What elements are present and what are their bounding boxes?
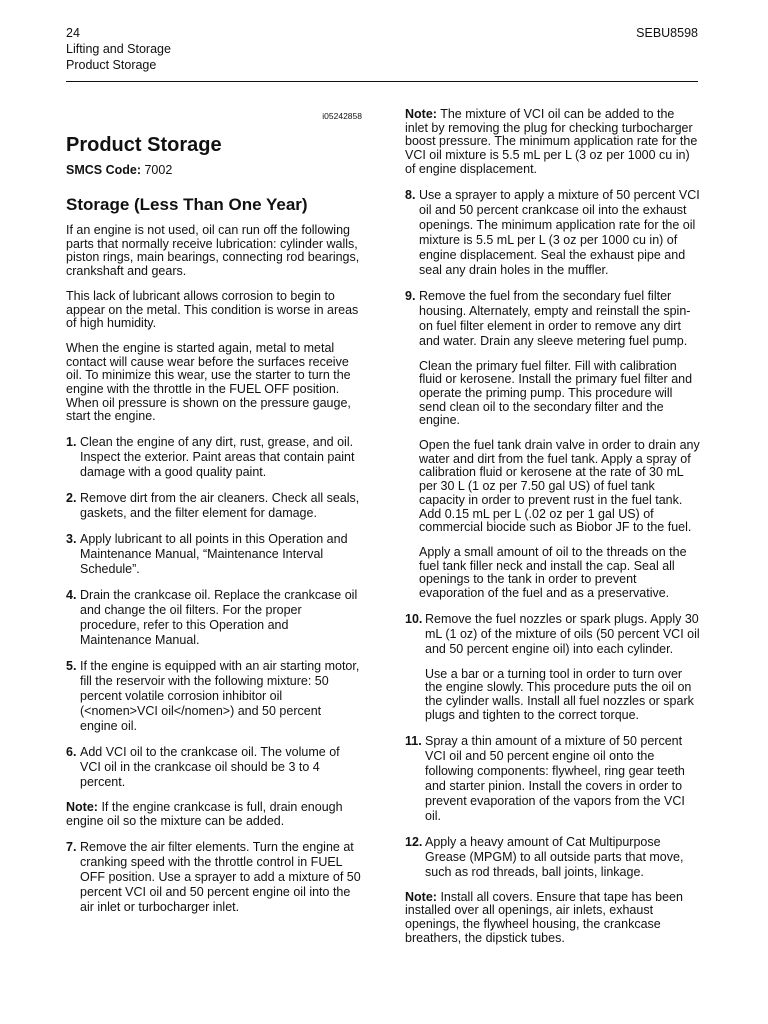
step-text: Use a sprayer to apply a mixture of 50 percent VCI oil and 50 percent crankcase oil into the exhaust openings. The minimum application rate for the oil mixture is 5.5 mL per L (3 oz per 1000 cu in) of engine displacement. Seal the exhaust pipe and seal any drain holes in the muffler. [419, 187, 700, 277]
step-3 [66, 532, 362, 577]
step-number: 12. [405, 834, 423, 849]
paragraph: Clean the primary fuel filter. Fill with calibration fluid or kerosene. Install the primary fuel filter and operate the priming pump. This procedure will send clean oil to the secondary filter and the engine. [419, 358, 693, 428]
step-1 [66, 435, 362, 480]
paragraph: Use a bar or a turning tool in order to turn over the engine slowly. This procedure puts the oil on the cylinder walls. Install all fuel nozzles or spark plugs and tighten to the correct torque. [425, 666, 694, 722]
note [66, 801, 362, 828]
smcs-code [66, 163, 362, 177]
step-number: 5. [66, 659, 77, 674]
step-number: 9. [405, 288, 416, 303]
smcs-value: 7002 [144, 163, 173, 177]
note-text: If the engine crankcase is full, drain enough engine oil so the mixture can be added. [66, 800, 343, 828]
step-number: 8. [405, 187, 416, 202]
note-label: Note: [66, 800, 98, 815]
page-number: 24 [66, 26, 80, 40]
paragraph: Open the fuel tank drain valve in order to drain any water and dirt from the fuel tank. Apply a spray of calibration fluid or kerosene at the rate of 30 mL per 30 L (1 oz per 7.50 gal US) of fuel tank capacity in order to prevent rust in the fuel tank. Add 0.15 mL per L (.02 oz per 1 gal US) of commercial biocide such as Biobor JF to the fuel. [419, 438, 700, 535]
step-11 [405, 734, 700, 824]
note-text: The mixture of VCI oil can be added to the inlet by removing the plug for checking turbocharger boost pressure. The minimum application rate for the VCI oil mixture is 5.5 mL per L (3 oz per 1000 cu in) of engine displacement. [405, 107, 698, 176]
paragraph: This lack of lubricant allows corrosion to begin to appear on the metal. This condition is worse in areas of high humidity. [66, 288, 359, 331]
step-number: 11. [405, 733, 422, 748]
step-text: Remove the air filter elements. Turn the engine at cranking speed with the throttle control in FUEL OFF position. Use a sprayer to add a mixture of 50 percent VCI oil and 50 percent engine oil into the air inlet or turbocharger inlet. [80, 839, 361, 914]
step-number: 10. [405, 611, 423, 626]
step-6 [66, 745, 362, 790]
paragraph: If an engine is not used, oil can run off the following parts that normally receive lubrication: cylinder walls, piston rings, main bearings, connecting rod bearings, crankshaft and gears. [66, 223, 360, 279]
note [405, 108, 700, 177]
left-column [66, 108, 362, 915]
step-number: 6. [66, 745, 77, 760]
step-8 [405, 188, 700, 278]
note-text: Install all covers. Ensure that tape has been installed over all openings, air inlets, exhaust openings, the flywheel housing, the crankcase breathers, the dipstick tubes. [405, 889, 683, 945]
step-number: 2. [66, 491, 77, 506]
header-divider [66, 81, 698, 82]
step-4 [66, 588, 362, 648]
step-number: 4. [66, 588, 77, 603]
section-heading: Storage (Less Than One Year) [66, 195, 308, 214]
step-7 [66, 840, 362, 915]
note-label: Note: [405, 107, 437, 121]
step-text: Remove the fuel from the secondary fuel filter housing. Alternately, empty and reinstall the spin-on fuel filter element in order to remove any dirt and water. Drain any sleeve metering fuel pump. [419, 288, 691, 348]
doc-code: SEBU8598 [636, 26, 698, 40]
step-text: Apply lubricant to all points in this Operation and Maintenance Manual, “Maintenance Interval Schedule”. [80, 532, 348, 577]
step-text: Add VCI oil to the crankcase oil. The volume of VCI oil in the crankcase oil should be 3 to 4 percent. [80, 745, 340, 790]
step-number: 7. [66, 839, 77, 854]
step-text: Spray a thin amount of a mixture of 50 percent VCI oil and 50 percent engine oil onto the following components: flywheel, ring gear teeth and starter pinion. Install the covers in order to prevent evaporation of the vapors from the VCI oil. [425, 733, 685, 823]
step-10 [405, 612, 700, 657]
step-12 [405, 835, 700, 880]
smcs-label: SMCS Code: [66, 163, 141, 177]
step-9 [405, 289, 700, 349]
right-column [405, 108, 700, 945]
step-5 [66, 659, 362, 734]
paragraph: Apply a small amount of oil to the threads on the fuel tank filler neck and install the cap. Seal all openings to the tank in order to prevent evaporation of the fuel and as a preservative. [419, 544, 687, 601]
document-id: i05242858 [322, 111, 362, 121]
step-text: Clean the engine of any dirt, rust, grease, and oil. Inspect the exterior. Paint areas that contain paint damage with a good quality paint. [80, 435, 355, 480]
note [405, 891, 700, 946]
step-2 [66, 491, 362, 521]
step-text: Remove dirt from the air cleaners. Check all seals, gaskets, and the filter element for damage. [80, 491, 360, 521]
step-text: Drain the crankcase oil. Replace the crankcase oil and change the oil filters. For the proper procedure, refer to this Operation and Maintenance Manual. [80, 588, 358, 648]
step-text: Apply a heavy amount of Cat Multipurpose Grease (MPGM) to all outside parts that move, such as rod threads, ball joints, linkage. [425, 834, 684, 879]
step-number: 1. [66, 435, 77, 450]
page-header-left [66, 25, 171, 73]
note-label: Note: [405, 889, 437, 904]
step-number: 3. [66, 532, 77, 547]
step-text: Remove the fuel nozzles or spark plugs. Apply 30 mL (1 oz) of the mixture of oils (50 percent VCI oil and 50 percent engine oil) into each cylinder. [425, 611, 700, 656]
page-title: Product Storage [66, 134, 222, 156]
subsection-title: Product Storage [66, 58, 157, 72]
paragraph: When the engine is started again, metal to metal contact will cause wear before the surfaces receive oil. To minimize this wear, use the starter to turn the engine with the throttle in the FUEL OFF position. When oil pressure is shown on the pressure gauge, start the engine. [66, 340, 351, 424]
section-title: Lifting and Storage [66, 42, 171, 56]
step-text: If the engine is equipped with an air starting motor, fill the reservoir with the following mixture: 50 percent volatile corrosion inhibitor oil (<nomen>VCI oil</nomen>) and 50 percent engine oil. [80, 659, 360, 734]
